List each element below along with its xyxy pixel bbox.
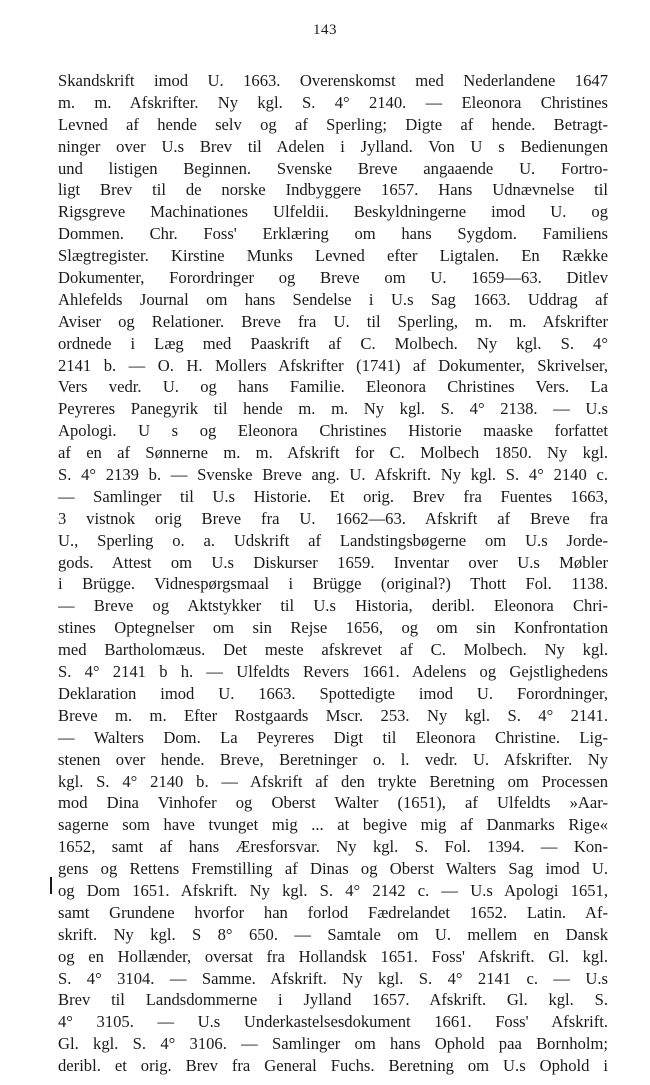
- text-line: S. 4° 3104. — Samme. Afskrift. Ny kgl. S. 4° 2141 c. — U.s: [58, 968, 608, 988]
- text-line: og en Hollænder, oversat fra Hollandsk 1651. Foss' Afskrift. Gl. kgl.: [58, 946, 608, 966]
- text-line: und listigen Beginnen. Svenske Breve angaaende U. Fortro-: [58, 158, 608, 178]
- text-line: Aviser og Relationer. Breve fra U. til Sperling, m. m. Afskrifter: [58, 311, 608, 331]
- text-line: Dokumenter, Forordringer og Breve om U. 1659—63. Ditlev: [58, 268, 608, 288]
- text-line: Breve m. m. Efter Rostgaards Mscr. 253. Ny kgl. S. 4° 2141.: [58, 705, 608, 725]
- page-number: 143: [313, 22, 337, 38]
- text-line: Deklaration imod U. 1663. Spottedigte imod U. Forordninger,: [58, 683, 608, 703]
- text-line: Dommen. Chr. Foss' Erklæring om hans Sygdom. Familiens: [58, 224, 608, 244]
- text-line: Skandskrift imod U. 1663. Overenskomst med Nederlandene 1647: [58, 71, 608, 90]
- text-line: Levned af hende selv og af Sperling; Digte af hende. Betragt-: [58, 114, 608, 134]
- text-line: gens og Rettens Fremstilling af Dinas og Oberst Walters Sag imod U.: [58, 859, 608, 879]
- text-line: Brev til Landsdommerne i Jylland 1657. Afskrift. Gl. kgl. S.: [58, 990, 608, 1010]
- text-line: 2141 b. — O. H. Mollers Afskrifter (1741) af Dokumenter, Skrivelser,: [58, 355, 608, 375]
- text-line: U., Sperling o. a. Udskrift af Landstingsbøgerne om U.s Jorde-: [58, 530, 608, 550]
- body-text: [58, 70, 608, 1077]
- text-line: 1652, samt af hans Æresforsvar. Ny kgl. S. Fol. 1394. — Kon-: [58, 837, 608, 857]
- margin-mark: [50, 877, 52, 894]
- text-line: stines Optegnelser om sin Rejse 1656, og om sin Konfrontation: [58, 618, 608, 638]
- text-line: Peyreres Panegyrik til hende m. m. Ny kgl. S. 4° 2138. — U.s: [58, 399, 608, 419]
- text-line: samt Grundene hvorfor han forlod Fædrelandet 1652. Latin. Af-: [58, 902, 608, 922]
- text-line: Rigsgreve Machinationes Ulfeldii. Beskyldningerne imod U. og: [58, 202, 608, 222]
- text-line: i Brügge. Vidnespørgsmaal i Brügge (original?) Thott Fol. 1138.: [58, 574, 608, 594]
- text-line: 4° 3105. — U.s Underkastelsesdokument 1661. Foss' Afskrift.: [58, 1012, 608, 1032]
- text-line: ordnede i Læg med Paaskrift af C. Molbech. Ny kgl. S. 4°: [58, 333, 608, 353]
- text-line: — Walters Dom. La Peyreres Digt til Eleonora Christine. Lig-: [58, 727, 608, 747]
- text-line: Vers vedr. U. og hans Familie. Eleonora Christines Vers. La: [58, 377, 608, 397]
- text-line: og Dom 1651. Afskrift. Ny kgl. S. 4° 2142 c. — U.s Apologi 1651,: [58, 880, 608, 900]
- text-line: kgl. S. 4° 2140 b. — Afskrift af den trykte Beretning om Processen: [58, 771, 608, 791]
- text-line: af en af Sønnerne m. m. Afskrift for C. Molbech 1850. Ny kgl.: [58, 443, 608, 463]
- text-line: S. 4° 2141 b h. — Ulfeldts Revers 1661. Adelens og Gejstlighedens: [58, 662, 608, 682]
- text-line: 3 vistnok orig Breve fra U. 1662—63. Afskrift af Breve fra: [58, 508, 608, 528]
- text-line: m. m. Afskrifter. Ny kgl. S. 4° 2140. — Eleonora Christines: [58, 92, 608, 112]
- text-line: S. 4° 2139 b. — Svenske Breve ang. U. Afskrift. Ny kgl. S. 4° 2140 c.: [58, 465, 608, 485]
- text-line: mod Dina Vinhofer og Oberst Walter (1651), af Ulfeldts »Aar-: [58, 793, 608, 813]
- text-line: — Breve og Aktstykker til U.s Historia, deribl. Eleonora Chri-: [58, 596, 608, 616]
- text-line: stenen over hende. Breve, Beretninger o. l. vedr. U. Afskrifter. Ny: [58, 749, 608, 769]
- text-line: deribl. et orig. Brev fra General Fuchs. Beretning om U.s Ophold i: [58, 1056, 608, 1076]
- text-line: — Samlinger til U.s Historie. Et orig. Brev fra Fuentes 1663,: [58, 486, 608, 506]
- text-line: Ahlefelds Journal om hans Sendelse i U.s Sag 1663. Uddrag af: [58, 289, 608, 309]
- text-line: skrift. Ny kgl. S 8° 650. — Samtale om U. mellem en Dansk: [58, 924, 608, 944]
- text-line: ligt Brev til de norske Indbyggere 1657. Hans Udnævnelse til: [58, 180, 608, 200]
- text-line: med Bartholomæus. Det meste afskrevet af C. Molbech. Ny kgl.: [58, 640, 608, 660]
- text-line: gods. Attest om U.s Diskurser 1659. Inventar over U.s Møbler: [58, 552, 608, 572]
- text-line: ninger over U.s Brev til Adelen i Jylland. Von U s Bedienungen: [58, 136, 608, 156]
- text-line: Apologi. U s og Eleonora Christines Historie maaske forfattet: [58, 421, 608, 441]
- text-line: Gl. kgl. S. 4° 3106. — Samlinger om hans Ophold paa Bornholm;: [58, 1034, 608, 1054]
- text-line: sagerne som have tvunget mig ... at begive mig af Danmarks Rige«: [58, 815, 608, 835]
- text-line: Slægtregister. Kirstine Munks Levned efter Ligtalen. En Række: [58, 246, 608, 266]
